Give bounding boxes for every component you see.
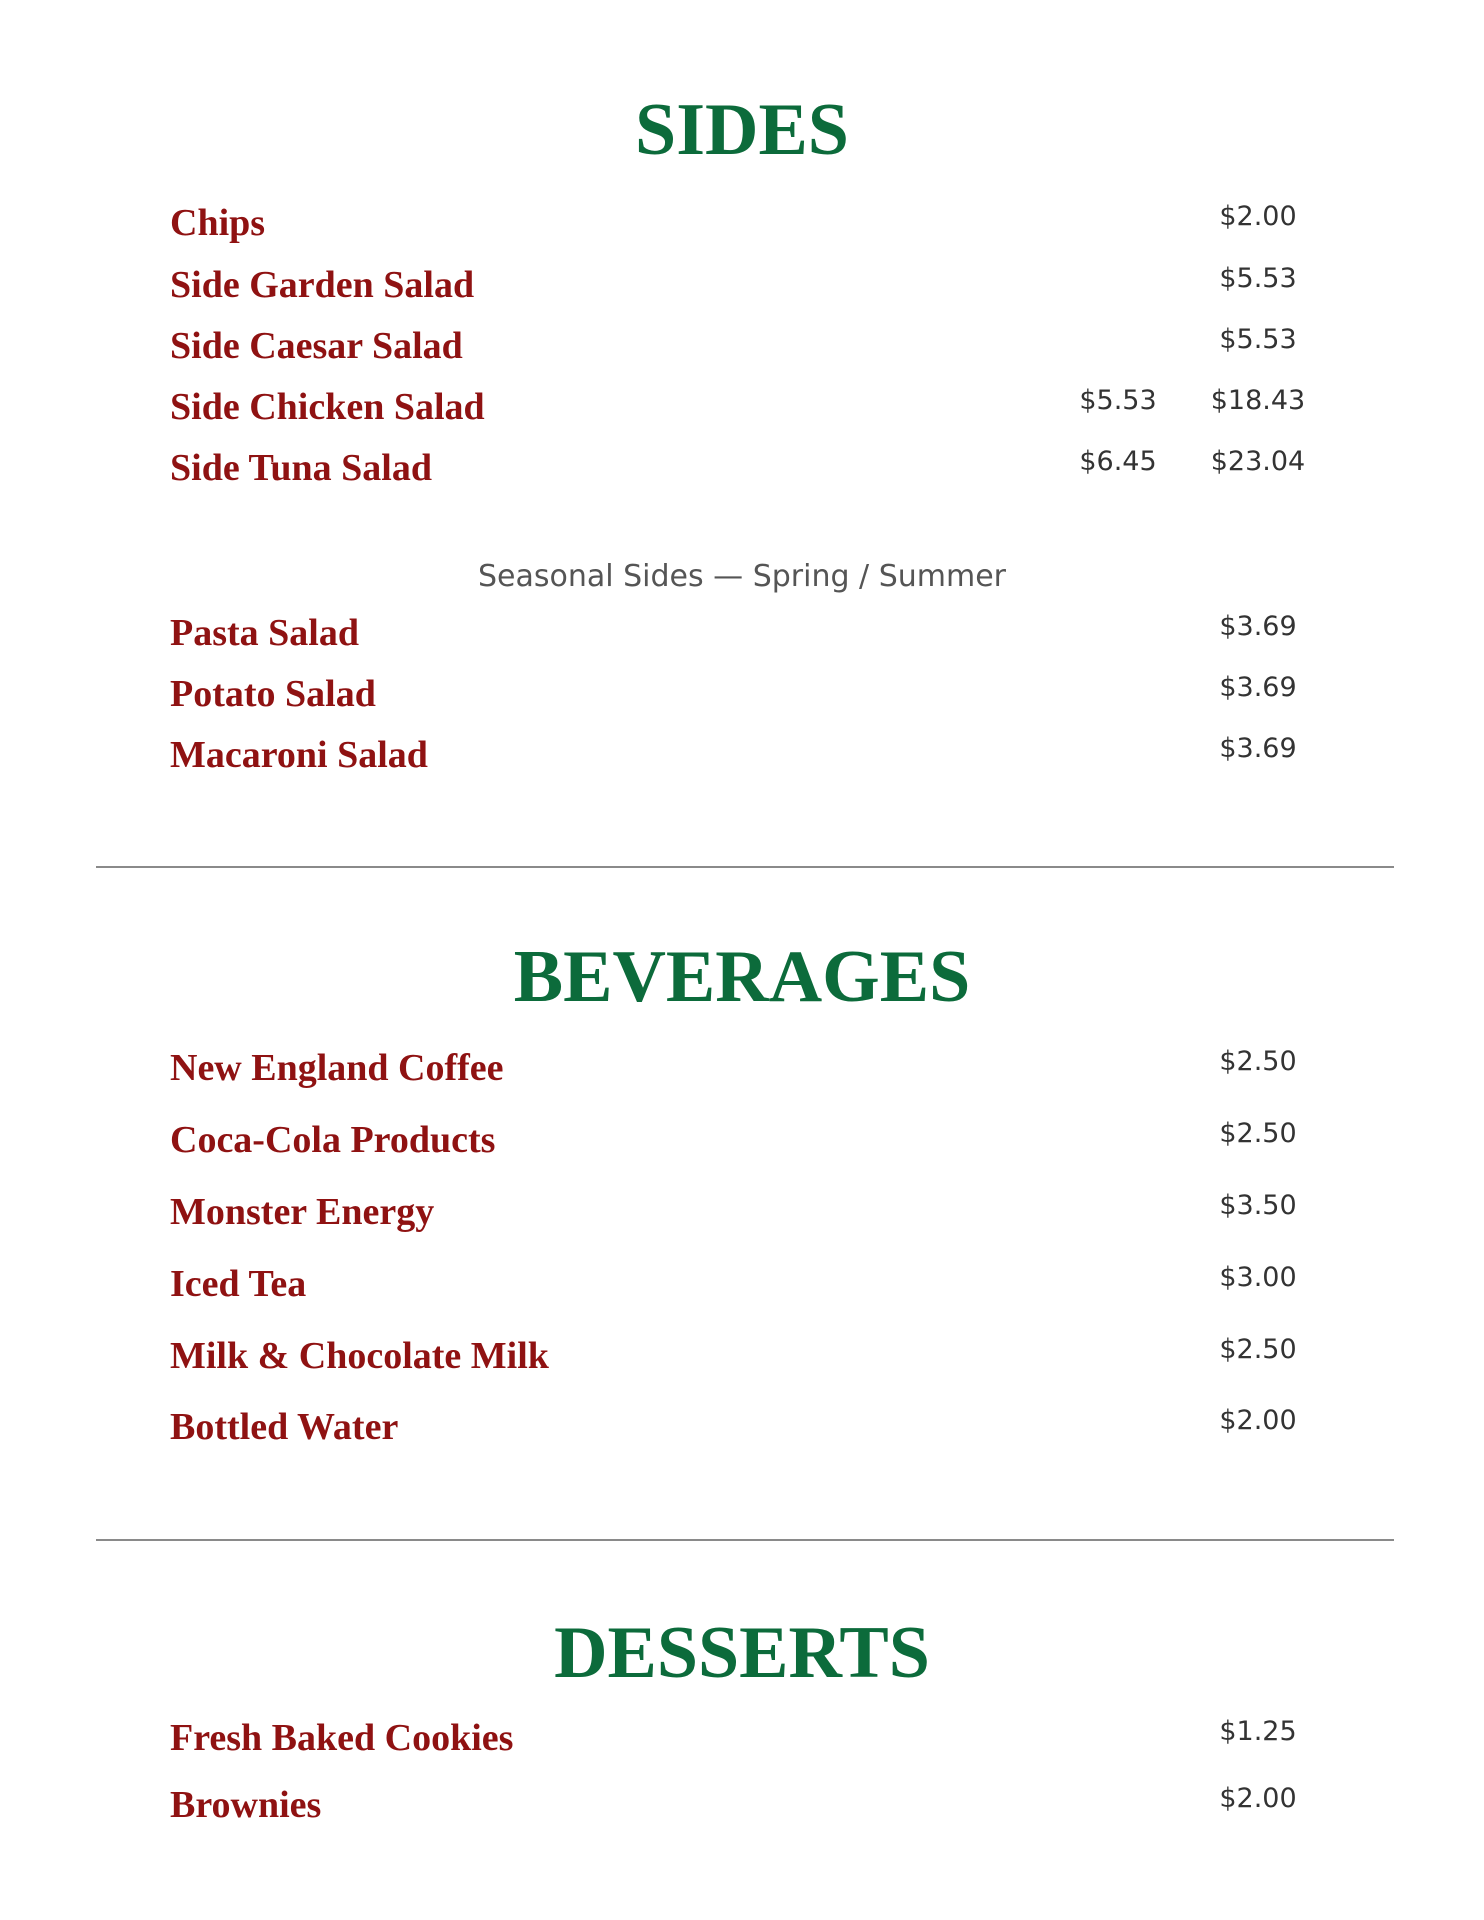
item-name: Coca-Cola Products <box>170 1119 496 1161</box>
item-name: Side Chicken Salad <box>170 386 485 428</box>
item-price: $2.50 <box>1219 1118 1297 1149</box>
menu-item <box>170 1187 1320 1237</box>
item-price: $1.25 <box>1219 1716 1297 1747</box>
item-price: $23.04 <box>1210 446 1306 477</box>
menu-item <box>170 730 1320 780</box>
desserts-heading: DESSERTS <box>554 1612 930 1694</box>
menu-item <box>170 1043 1320 1093</box>
item-price: $3.00 <box>1219 1262 1297 1293</box>
item-price: $18.43 <box>1210 385 1306 416</box>
item-price: $3.69 <box>1219 611 1297 642</box>
item-price: $2.50 <box>1219 1046 1297 1077</box>
item-name: Bottled Water <box>170 1406 399 1448</box>
item-name: Side Tuna Salad <box>170 447 432 489</box>
item-price: $5.53 <box>1219 263 1297 294</box>
section-divider <box>96 1539 1394 1541</box>
item-name: Pasta Salad <box>170 612 359 654</box>
item-price: $3.69 <box>1219 672 1297 703</box>
menu-item <box>170 1402 1320 1452</box>
item-price: $5.53 <box>1219 324 1297 355</box>
menu-item <box>170 198 1320 248</box>
item-name: Iced Tea <box>170 1263 307 1305</box>
item-name: Side Garden Salad <box>170 264 475 306</box>
item-price: $2.50 <box>1219 1334 1297 1365</box>
menu-item <box>170 443 1320 493</box>
menu-item <box>170 1331 1320 1381</box>
item-name: Milk & Chocolate Milk <box>170 1335 549 1377</box>
item-price: $2.00 <box>1219 201 1297 232</box>
item-price: $3.69 <box>1219 733 1297 764</box>
beverages-heading: BEVERAGES <box>513 936 971 1018</box>
menu-item <box>170 1713 1320 1763</box>
menu-item <box>170 1780 1320 1830</box>
item-name: Monster Energy <box>170 1191 435 1233</box>
item-name: Side Caesar Salad <box>170 325 463 367</box>
sides-heading: SIDES <box>635 89 849 171</box>
item-name: New England Coffee <box>170 1047 504 1089</box>
item-name: Macaroni Salad <box>170 734 428 776</box>
menu-item <box>170 1115 1320 1165</box>
menu-item <box>170 669 1320 719</box>
item-price-small: $6.45 <box>1079 446 1157 477</box>
item-price: $2.00 <box>1219 1405 1297 1436</box>
seasonal-subheading: Seasonal Sides — Spring / Summer <box>477 559 1006 594</box>
item-name: Brownies <box>170 1784 322 1826</box>
menu-item <box>170 321 1320 371</box>
menu-item <box>170 382 1320 432</box>
item-name: Potato Salad <box>170 673 376 715</box>
menu-item <box>170 608 1320 658</box>
item-price: $3.50 <box>1219 1190 1297 1221</box>
menu-item <box>170 1259 1320 1309</box>
item-name: Chips <box>170 202 266 244</box>
item-name: Fresh Baked Cookies <box>170 1717 514 1759</box>
item-price-small: $5.53 <box>1079 385 1157 416</box>
menu-item <box>170 260 1320 310</box>
section-divider <box>96 866 1394 868</box>
item-price: $2.00 <box>1219 1783 1297 1814</box>
